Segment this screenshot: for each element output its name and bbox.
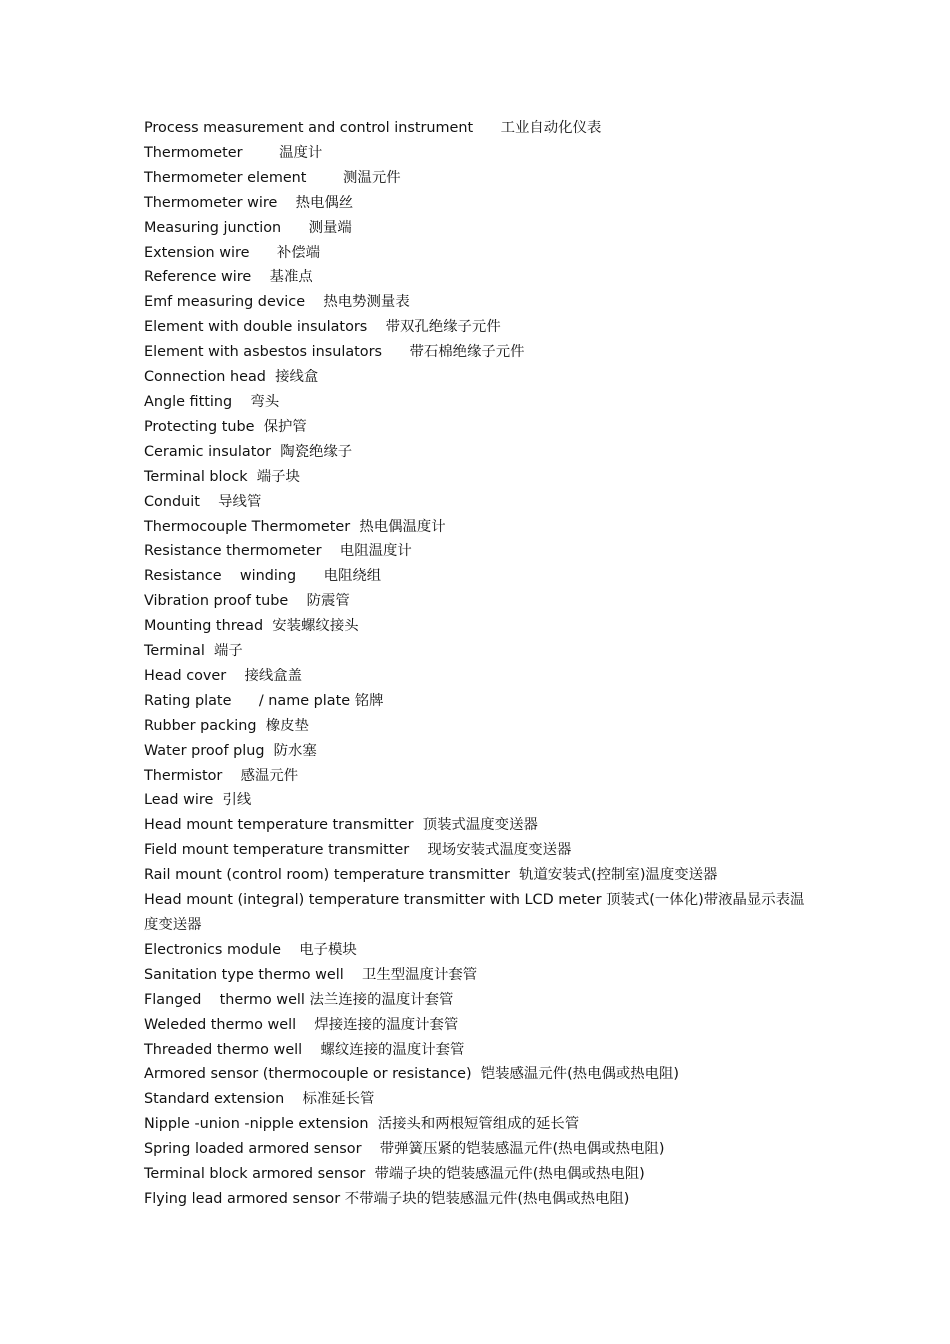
glossary-entry: Mounting thread 安装螺纹接头 <box>144 618 359 635</box>
glossary-entry: Rubber packing 橡皮垫 <box>144 717 309 734</box>
glossary-entry: Flanged thermo well 法兰连接的温度计套管 <box>144 991 454 1008</box>
glossary-entry: Armored sensor (thermocouple or resistance) 铠装感温元件(热电偶或热电阻) <box>144 1066 680 1083</box>
glossary-entry: Electronics module 电子模块 <box>144 941 357 958</box>
glossary-entry: Rail mount (control room) temperature transmitter 轨道安装式(控制室)温度变送器 <box>144 867 718 884</box>
glossary-entry: Flying lead armored sensor 不带端子块的铠装感温元件(热电偶或热电阻) <box>144 1190 630 1207</box>
glossary-entry: Conduit 导线管 <box>144 493 262 510</box>
glossary-entry: Nipple -union -nipple extension 活接头和两根短管组成的延长管 <box>144 1116 580 1133</box>
glossary-entry: Connection head 接线盒 <box>144 369 319 386</box>
glossary-entry: Terminal 端子 <box>144 643 243 660</box>
glossary-entry: Rating plate / name plate 铭牌 <box>144 692 384 709</box>
glossary-entry: Reference wire 基准点 <box>144 269 313 286</box>
glossary-entry: Threaded thermo well 螺纹连接的温度计套管 <box>144 1041 465 1058</box>
glossary-list <box>144 116 814 1212</box>
glossary-entry: Element with asbestos insulators 带石棉绝缘子元件 <box>144 344 525 361</box>
glossary-entry: Thermometer element 测温元件 <box>144 169 401 186</box>
glossary-entry: Head cover 接线盒盖 <box>144 667 303 684</box>
glossary-entry: Thermometer 温度计 <box>144 144 323 161</box>
glossary-entry: Field mount temperature transmitter 现场安装式温度变送器 <box>144 842 572 859</box>
glossary-entry: Element with double insulators 带双孔绝缘子元件 <box>144 319 501 336</box>
glossary-entry: Thermistor 感温元件 <box>144 767 299 784</box>
glossary-entry: Spring loaded armored sensor 带弹簧压紧的铠装感温元件(热电偶或热电阻) <box>144 1141 665 1158</box>
glossary-entry: Protecting tube 保护管 <box>144 418 307 435</box>
glossary-entry: Angle fitting 弯头 <box>144 393 280 410</box>
glossary-entry: Head mount (integral) temperature transmitter with LCD meter 顶装式(一体化)带液晶显示表温度变送器 <box>144 892 805 933</box>
glossary-entry: Standard extension 标准延长管 <box>144 1091 375 1108</box>
glossary-entry: Head mount temperature transmitter 顶装式温度变送器 <box>144 817 538 834</box>
glossary-entry: Terminal block armored sensor 带端子块的铠装感温元件(热电偶或热电阻) <box>144 1166 645 1183</box>
glossary-entry: Sanitation type thermo well 卫生型温度计套管 <box>144 966 478 983</box>
glossary-entry: Measuring junction 测量端 <box>144 219 352 236</box>
glossary-entry: Resistance thermometer 电阻温度计 <box>144 543 412 560</box>
glossary-entry: Weleded thermo well 焊接连接的温度计套管 <box>144 1016 459 1033</box>
glossary-entry: Ceramic insulator 陶瓷绝缘子 <box>144 443 353 460</box>
glossary-entry: Emf measuring device 热电势测量表 <box>144 294 410 311</box>
glossary-entry: Lead wire 引线 <box>144 792 252 809</box>
glossary-entry: Vibration proof tube 防震管 <box>144 593 350 610</box>
glossary-entry: Process measurement and control instrument 工业自动化仪表 <box>144 120 602 136</box>
glossary-entry: Extension wire 补偿端 <box>144 244 321 261</box>
glossary-entry: Terminal block 端子块 <box>144 468 300 485</box>
glossary-entry: Resistance winding 电阻绕组 <box>144 568 382 585</box>
glossary-entry: Water proof plug 防水塞 <box>144 742 317 759</box>
glossary-entry: Thermometer wire 热电偶丝 <box>144 194 354 211</box>
glossary-entry: Thermocouple Thermometer 热电偶温度计 <box>144 518 446 535</box>
